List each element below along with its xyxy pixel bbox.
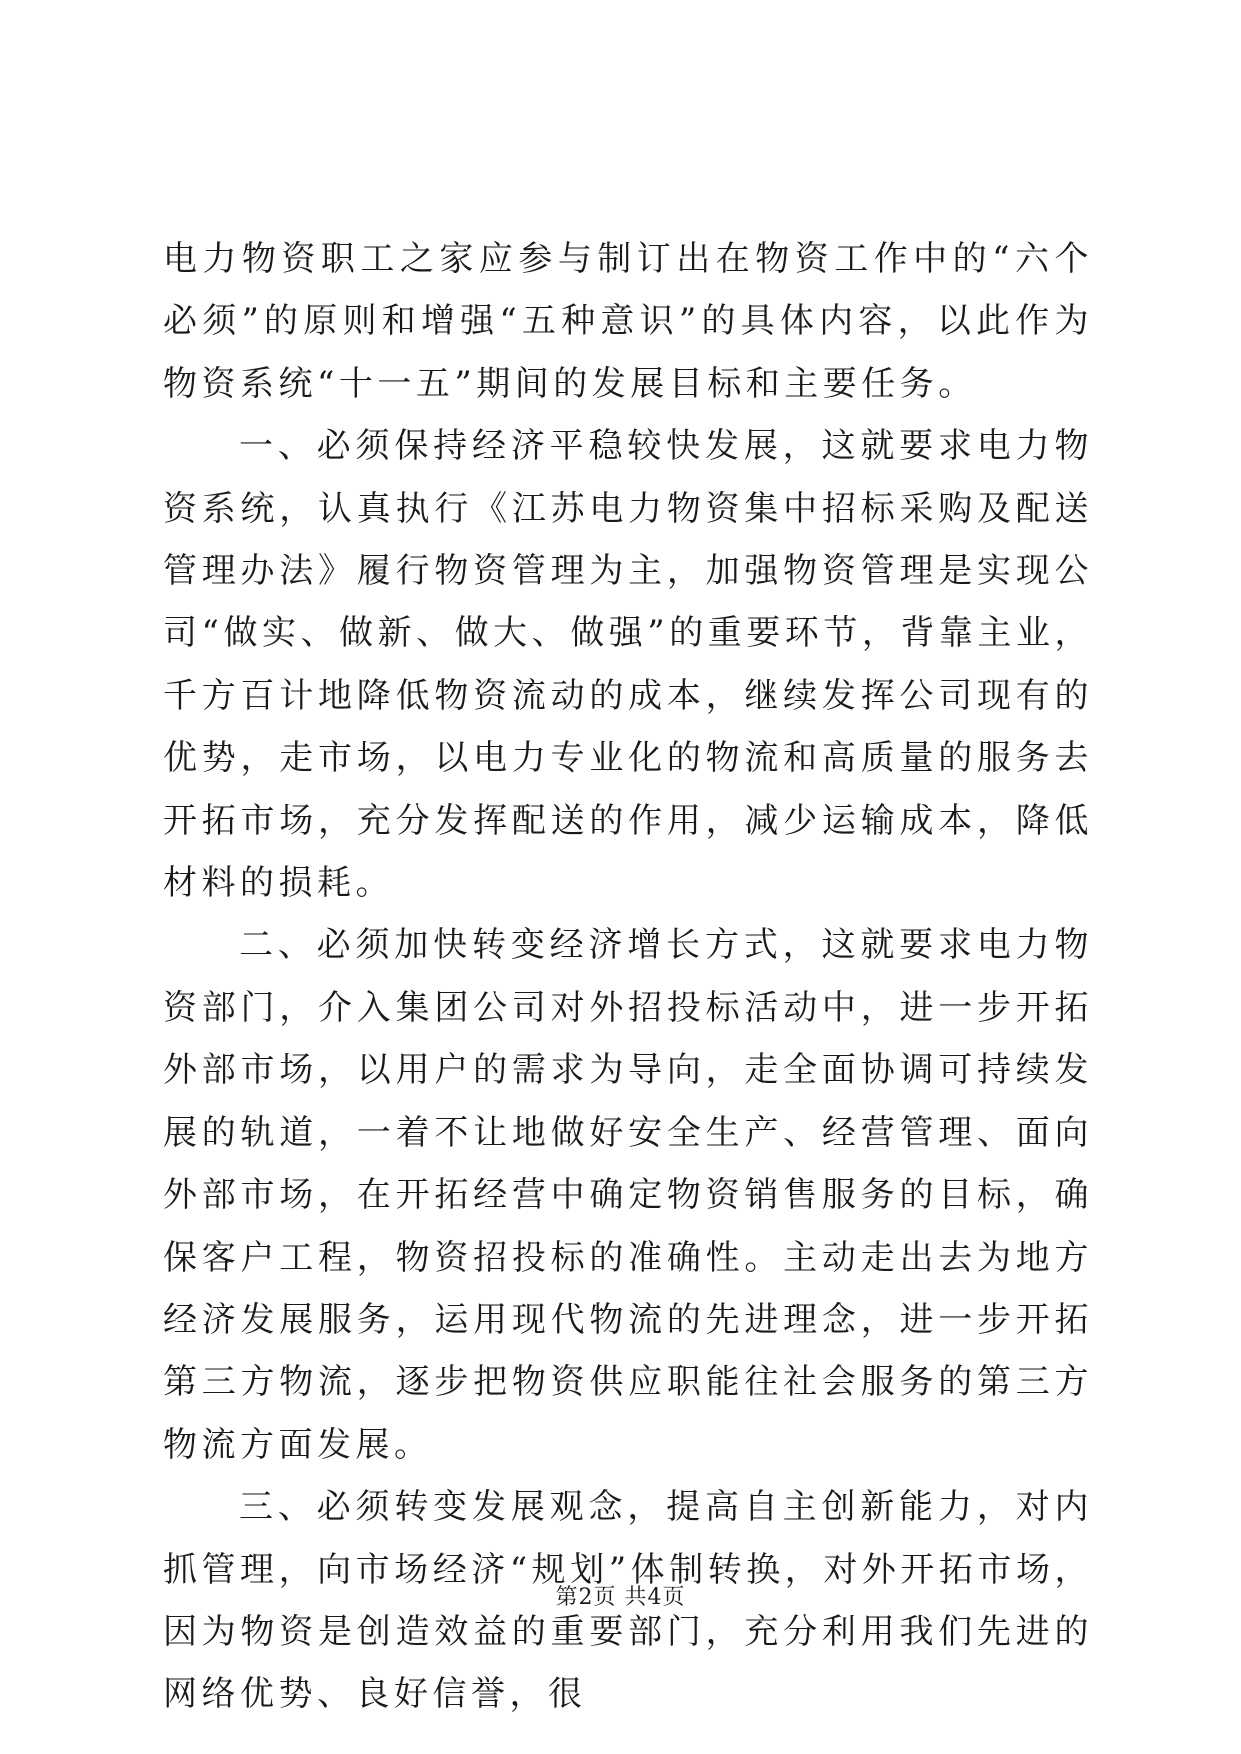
paragraph-intro: 电力物资职工之家应参与制订出在物资工作中的“六个必须”的原则和增强“五种意识”的具体内容，以此作为物资系统“十一五”期间的发展目标和主要任务。 [163, 239, 1093, 404]
paragraph-section-two: 二、必须加快转变经济增长方式，这就要求电力物资部门，介入集团公司对外招投标活动中，进一步开拓外部市场，以用户的需求为导向，走全面协调可持续发展的轨道，一着不让地做好安全生产、经营管理、面向外部市场，在开拓经营中确定物资销售服务的目标，确保客户工程，物资招投标的准确性。主动走出去为地方经济发展服务，运用现代物流的先进理念，进一步开拓第三方物流，逐步把物资供应职能往社会服务的第三方物流方面发展。 [163, 925, 1093, 1465]
document-body [163, 228, 1093, 1715]
paragraph-section-three: 三、必须转变发展观念，提高自主创新能力，对内抓管理，向市场经济“规划”体制转换，对外开拓市场，因为物资是创造效益的重要部门，充分利用我们先进的网络优势、良好信誉，很 [163, 1487, 1093, 1715]
page-footer: 第2页 共4页 [555, 1585, 686, 1610]
paragraph-section-one: 一、必须保持经济平稳较快发展，这就要求电力物资系统，认真执行《江苏电力物资集中招标采购及配送管理办法》履行物资管理为主，加强物资管理是实现公司“做实、做新、做大、做强”的重要环节，背靠主业，千方百计地降低物资流动的成本，继续发挥公司现有的优势，走市场，以电力专业化的物流和高质量的服务去开拓市场，充分发挥配送的作用，减少运输成本，降低材料的损耗。 [163, 426, 1093, 904]
